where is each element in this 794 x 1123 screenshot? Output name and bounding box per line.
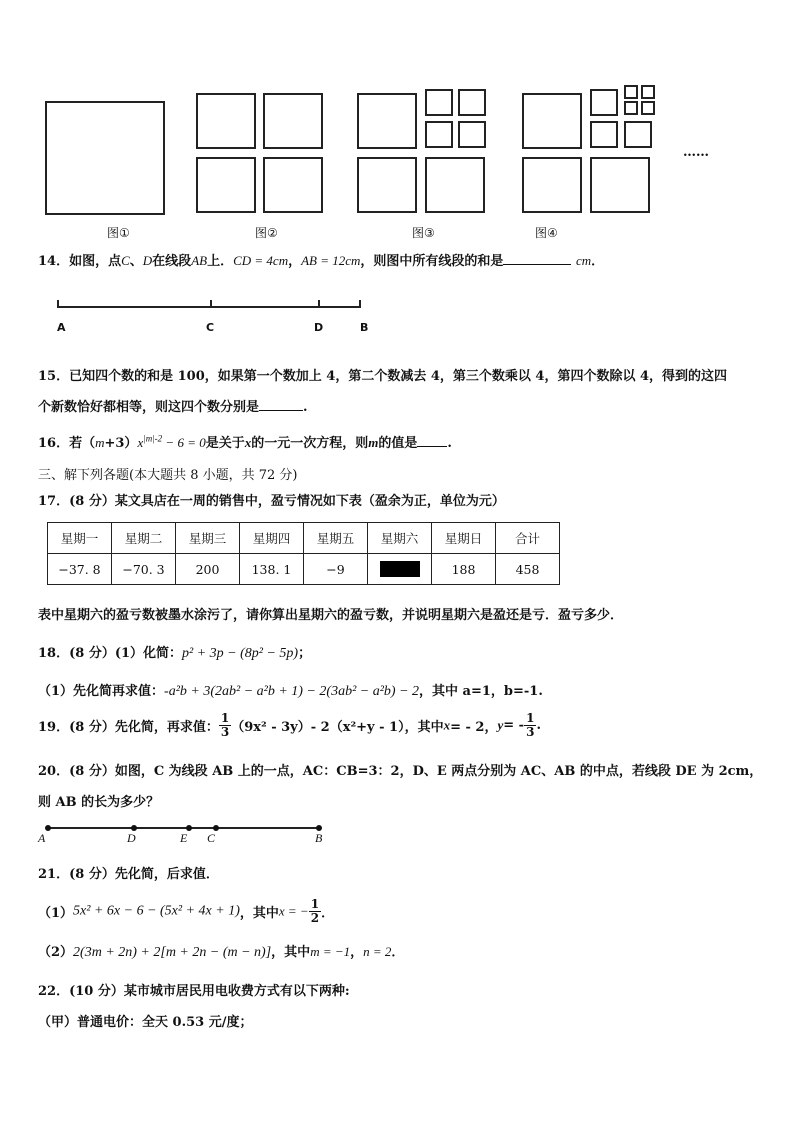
q14-answer-blank[interactable] <box>503 264 571 265</box>
q18-expr2: -a²b + 3(2ab² − a²b + 1) − 2(3ab² − a²b) − 2 <box>164 684 420 699</box>
q17-value-cell: −37. 8 <box>48 554 112 585</box>
q20-line1: 20．(8 分）如图，C 为线段 AB 上的一点，AC：CB=3：2，D、E 两点分别为 AC、AB 的中点，若线段 DE 为 2cm， <box>38 764 763 779</box>
q19-num2: 1 <box>526 711 535 725</box>
q21-p1-label: （1） <box>38 906 74 921</box>
q14-tick-c <box>210 300 212 308</box>
q14-point-c: C <box>121 253 130 268</box>
fig3-small-2 <box>458 89 486 116</box>
q19-end: . <box>536 718 541 733</box>
q16-exponent: |m|-2 <box>143 433 163 444</box>
q21-p1-fraction <box>309 898 321 925</box>
q16-var-x2: x <box>244 435 252 450</box>
q19-den1: 3 <box>220 725 230 739</box>
q21-title: 21．(8 分）先化简，后求值． <box>38 867 219 882</box>
q21-p2-m: m = −1 <box>310 944 351 959</box>
fig4-tiny-2 <box>641 85 655 99</box>
section-3-heading: 三、解下列各题(本大题共 8 小题，共 72 分) <box>38 468 298 483</box>
q18-line1 <box>38 642 311 662</box>
q19-x-value: = - 2， <box>450 720 498 735</box>
q17-header-row <box>48 523 560 554</box>
q17-header-cell: 星期五 <box>304 523 368 554</box>
q14-label-a: A <box>57 321 66 334</box>
q19-num1: 1 <box>220 711 230 725</box>
fig3-square-tl <box>357 93 417 149</box>
q21-p2-n: n = 2 <box>363 944 392 959</box>
fig2-square-tl <box>196 93 256 149</box>
fig3-square-bl <box>357 157 417 213</box>
q16-text <box>38 432 452 451</box>
q17-value-cell: 188 <box>432 554 496 585</box>
q14-label-d: D <box>314 321 324 334</box>
q20-label-e: E <box>180 831 188 845</box>
q17-value-cell: −9 <box>304 554 368 585</box>
q17-title: 17．(8 分）某文具店在一周的销售中，盈亏情况如下表（盈余为正，单位为元） <box>38 494 505 509</box>
q20-label-d: D <box>127 831 136 845</box>
q20-dot-a <box>45 825 51 831</box>
q21-p2-expr: 2(3m + 2n) + 2[m + 2n − (m − n)] <box>73 945 272 960</box>
q14-end: ． <box>591 254 605 269</box>
q18-prefix: 18．(8 分）(1）化简： <box>38 646 183 661</box>
fig2-square-bl <box>196 157 256 213</box>
q17-value-cell: 458 <box>496 554 560 585</box>
q17-header-cell: 合计 <box>496 523 560 554</box>
fig4-square-tl <box>522 93 582 149</box>
q19-y-value: = - <box>503 718 525 733</box>
q21-p1-den: 2 <box>310 911 320 925</box>
fig4-tiny-1 <box>624 85 638 99</box>
q17-header-cell: 星期一 <box>48 523 112 554</box>
q19-expr: （9x² - 3y）- 2（x²+y - 1），其中 <box>231 720 444 735</box>
q14-tick-b <box>359 300 361 308</box>
fig4-square-br <box>590 157 650 213</box>
q17-header-cell: 星期三 <box>176 523 240 554</box>
q14-tick-d <box>318 300 320 308</box>
q14-comma: ， <box>288 254 302 269</box>
fig3-square-br <box>425 157 485 213</box>
q19-fraction-2 <box>524 712 536 739</box>
q15-end: . <box>303 400 308 415</box>
q21-p2-end: ． <box>391 945 405 960</box>
q17-value-row <box>48 554 560 585</box>
q21-p2-label: （2） <box>38 945 74 960</box>
q19-prefix: 19．(8 分）先化简，再求值： <box>38 720 219 735</box>
fig2-square-br <box>263 157 323 213</box>
ink-stain <box>380 561 420 577</box>
q20-label-a: A <box>38 831 46 845</box>
q14-text <box>38 250 604 269</box>
q16-var-m: m <box>95 435 105 450</box>
q14-prefix: 14．如图，点 <box>38 254 122 269</box>
q21-p2-where: ，其中 <box>271 945 311 960</box>
q16-plus3: +3） <box>104 436 138 451</box>
q21-p1-end: ． <box>321 906 335 921</box>
figure-ellipsis: …… <box>683 145 709 160</box>
fig2-square-tr <box>263 93 323 149</box>
q17-sales-table <box>47 522 560 585</box>
q16-answer-blank[interactable] <box>417 446 447 447</box>
q16-var-m2: m <box>368 435 379 450</box>
q16-text-2: 的一元一次方程，则 <box>251 436 369 451</box>
q15-answer-blank[interactable] <box>259 410 303 411</box>
q21-p1-num: 1 <box>310 897 320 911</box>
q14-cd-expr: CD = 4cm <box>233 253 289 268</box>
q14-sep: 、 <box>129 254 143 269</box>
q17-header-cell: 星期六 <box>368 523 432 554</box>
q14-segment-ab: AB <box>191 253 208 268</box>
q22-title: 22．(10 分）某市城市居民用电收费方式有以下两种: <box>38 984 350 999</box>
q14-segment-line <box>58 306 360 308</box>
q16-equation-rest: − 6 = 0 <box>162 435 206 450</box>
q16-text-1: 是关于 <box>205 436 245 451</box>
q21-p1-expr: 5x² + 6x − 6 − (5x² + 4x + 1) <box>73 903 240 919</box>
q14-point-d: D <box>142 253 153 268</box>
fig1-caption: 图① <box>107 226 130 240</box>
q19-var-x: x <box>443 717 451 733</box>
q17-ink-stain-cell <box>368 554 432 585</box>
q14-ab-expr: AB = 12cm <box>301 253 361 268</box>
q21-part2 <box>38 941 404 961</box>
fig4-small-1 <box>590 89 618 116</box>
q17-header-cell: 星期日 <box>432 523 496 554</box>
q14-question: ，则图中所有线段的和是 <box>360 254 504 269</box>
fig4-tiny-3 <box>624 101 638 115</box>
q21-p1-where: ，其中 <box>239 906 279 921</box>
fig3-small-3 <box>425 121 453 148</box>
fig4-tiny-4 <box>641 101 655 115</box>
q17-value-cell: 138. 1 <box>240 554 304 585</box>
q17-note: 表中星期六的盈亏数被墨水涂污了，请你算出星期六的盈亏数，并说明星期六是盈还是亏．盈亏多少． <box>38 608 624 623</box>
q14-tick-a <box>57 300 59 308</box>
q17-header-cell: 星期二 <box>112 523 176 554</box>
fig3-small-1 <box>425 89 453 116</box>
q17-value-cell: 200 <box>176 554 240 585</box>
q21-part1 <box>38 898 334 925</box>
q16-end: . <box>447 436 452 451</box>
q20-line2: 则 AB 的长为多少？ <box>38 795 160 810</box>
q17-value-cell: −70. 3 <box>112 554 176 585</box>
q14-label-b: B <box>360 321 369 334</box>
q18-line2 <box>38 680 543 700</box>
fig4-small-4 <box>624 121 652 148</box>
fig4-small-3 <box>590 121 618 148</box>
q22-line1: （甲）普通电价：全天 0.53 元/度； <box>38 1015 253 1030</box>
q16-var-x: x <box>137 435 144 450</box>
q20-label-b: B <box>315 831 323 845</box>
q20-label-c: C <box>207 831 216 845</box>
q18-expr1: p² + 3p − (8p² − 5p) <box>182 646 299 661</box>
q17-header-cell: 星期四 <box>240 523 304 554</box>
q19-var-y: y <box>497 717 504 733</box>
fig2-caption: 图② <box>255 226 278 240</box>
q14-label-c: C <box>206 321 215 334</box>
fig1-square <box>45 101 165 215</box>
q20-segment-line <box>48 827 320 829</box>
fig4-caption: 图④ <box>535 226 558 240</box>
q21-p2-comma: ， <box>350 945 364 960</box>
q16-text-3: 的值是 <box>378 436 418 451</box>
q19-text <box>38 712 541 739</box>
q15-line2 <box>38 396 308 415</box>
fig4-square-bl <box>522 157 582 213</box>
fig3-small-4 <box>458 121 486 148</box>
fig3-caption: 图③ <box>412 226 435 240</box>
q16-prefix: 16．若（ <box>38 436 96 451</box>
q15-question: 个新数恰好都相等，则这四个数分别是 <box>38 400 260 415</box>
q14-mid: 在线段 <box>152 254 192 269</box>
q19-fraction-1 <box>219 712 231 739</box>
q14-unit: cm <box>575 253 592 268</box>
q18-end1: ； <box>298 646 312 661</box>
q14-on: 上． <box>207 254 234 269</box>
q18-prefix2: （1）先化简再求值： <box>38 684 165 699</box>
q18-condition: ，其中 a=1，b=-1. <box>419 684 543 699</box>
q15-line1: 15．已知四个数的和是 100，如果第一个数加上 4，第二个数减去 4，第三个数乘以 4，第四个数除以 4，得到的这四 <box>38 369 728 384</box>
q21-p1-x: x = − <box>278 903 309 919</box>
q19-den2: 3 <box>526 725 535 739</box>
